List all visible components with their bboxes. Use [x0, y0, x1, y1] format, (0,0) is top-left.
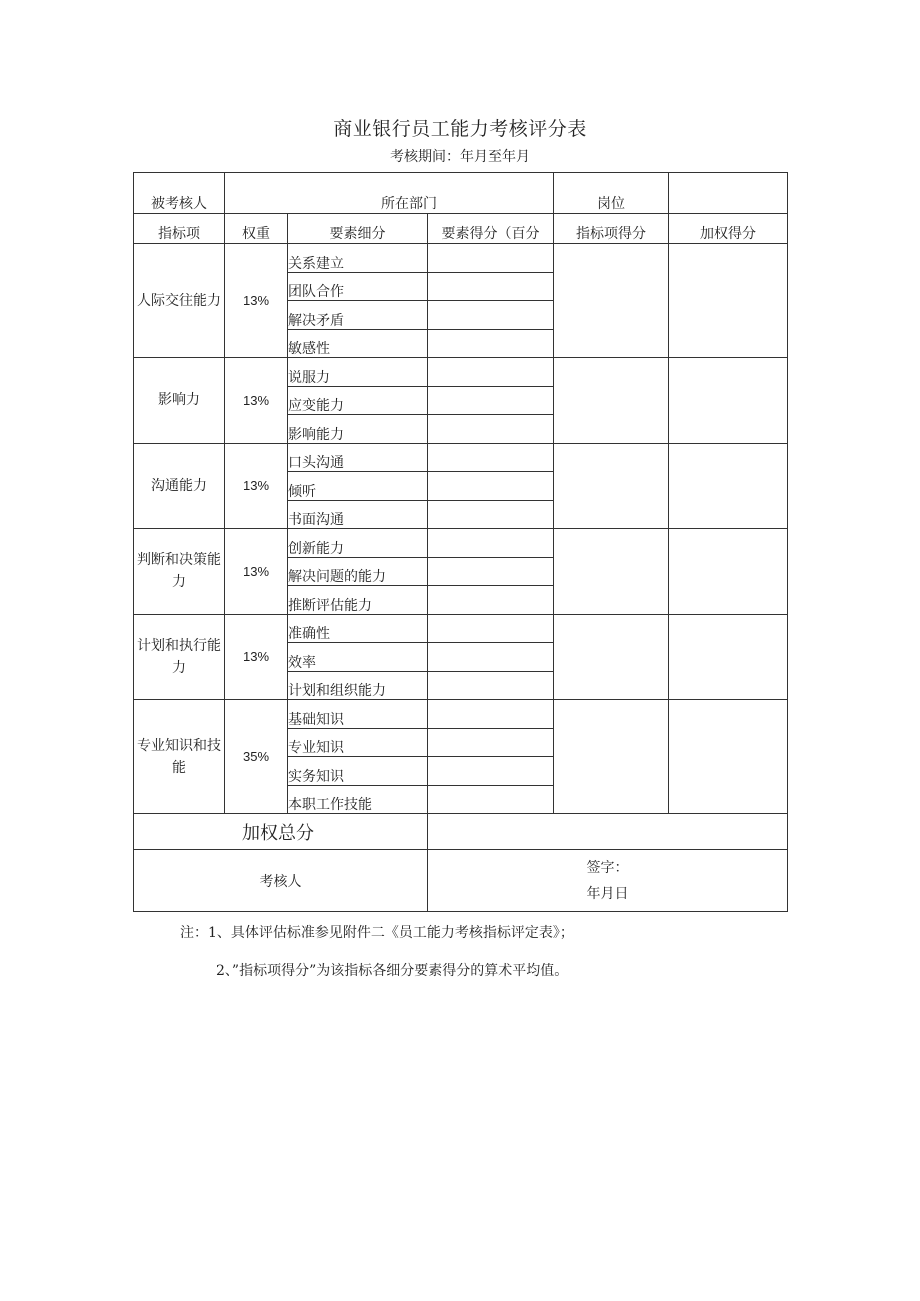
element-name: 效率 — [288, 643, 428, 672]
element-score-cell[interactable] — [428, 500, 554, 529]
table-row — [134, 244, 788, 273]
element-name: 创新能力 — [288, 529, 428, 558]
element-name: 说服力 — [288, 358, 428, 387]
indicator-name: 判断和决策能力 — [134, 529, 225, 615]
indicator-score-cell[interactable] — [554, 358, 669, 444]
table-row — [134, 443, 788, 472]
examinee-department-cell[interactable] — [225, 173, 554, 214]
assessor-row — [134, 850, 788, 912]
col-weight: 权重 — [225, 214, 288, 244]
header-info-row — [134, 173, 788, 214]
indicator-weight: 13% — [225, 614, 288, 700]
element-score-cell[interactable] — [428, 244, 554, 273]
element-name: 团队合作 — [288, 272, 428, 301]
element-name: 书面沟通 — [288, 500, 428, 529]
examinee-label: 被考核人 — [134, 173, 225, 214]
department-label: 所在部门 — [381, 196, 437, 212]
indicator-name: 专业知识和技能 — [134, 700, 225, 814]
table-row — [134, 529, 788, 558]
assessor-label: 考核人 — [134, 850, 428, 912]
signature-cell[interactable] — [428, 850, 788, 912]
element-score-cell[interactable] — [428, 557, 554, 586]
weighted-score-cell[interactable] — [669, 614, 788, 700]
indicator-weight: 13% — [225, 244, 288, 358]
element-name: 准确性 — [288, 614, 428, 643]
element-name: 口头沟通 — [288, 443, 428, 472]
indicator-name: 沟通能力 — [134, 443, 225, 529]
element-name: 关系建立 — [288, 244, 428, 273]
element-score-cell[interactable] — [428, 700, 554, 729]
table-row — [134, 614, 788, 643]
indicator-weight: 13% — [225, 358, 288, 444]
element-name: 解决矛盾 — [288, 301, 428, 330]
element-score-cell[interactable] — [428, 529, 554, 558]
date-label: 年月日 — [586, 885, 629, 902]
indicator-name: 影响力 — [134, 358, 225, 444]
element-score-cell[interactable] — [428, 728, 554, 757]
table-row — [134, 700, 788, 729]
element-name: 应变能力 — [288, 386, 428, 415]
element-score-cell[interactable] — [428, 643, 554, 672]
column-header-row — [134, 214, 788, 244]
element-score-cell[interactable] — [428, 272, 554, 301]
element-name: 倾听 — [288, 472, 428, 501]
col-element-score: 要素得分（百分 — [428, 214, 554, 244]
indicator-weight: 13% — [225, 529, 288, 615]
weighted-score-cell[interactable] — [669, 700, 788, 814]
element-name: 专业知识 — [288, 728, 428, 757]
col-indicator-score: 指标项得分 — [554, 214, 669, 244]
col-indicator: 指标项 — [134, 214, 225, 244]
element-name: 敏感性 — [288, 329, 428, 358]
indicator-weight: 35% — [225, 700, 288, 814]
element-name: 计划和组织能力 — [288, 671, 428, 700]
indicator-score-cell[interactable] — [554, 443, 669, 529]
indicator-weight: 13% — [225, 443, 288, 529]
indicator-score-cell[interactable] — [554, 700, 669, 814]
element-name: 影响能力 — [288, 415, 428, 444]
element-name: 本职工作技能 — [288, 785, 428, 814]
element-score-cell[interactable] — [428, 472, 554, 501]
page-title: 商业银行员工能力考核评分表 — [333, 118, 587, 140]
element-score-cell[interactable] — [428, 757, 554, 786]
col-weighted-score: 加权得分 — [669, 214, 788, 244]
element-name: 解决问题的能力 — [288, 557, 428, 586]
element-name: 实务知识 — [288, 757, 428, 786]
weighted-total-label: 加权总分 — [134, 814, 428, 850]
indicator-score-cell[interactable] — [554, 614, 669, 700]
element-score-cell[interactable] — [428, 785, 554, 814]
total-row — [134, 814, 788, 850]
note-2: 2、”指标项得分”为该指标各细分要素得分的算术平均值。 — [216, 963, 569, 979]
element-score-cell[interactable] — [428, 671, 554, 700]
element-score-cell[interactable] — [428, 329, 554, 358]
indicator-score-cell[interactable] — [554, 529, 669, 615]
col-element: 要素细分 — [288, 214, 428, 244]
indicator-name: 人际交往能力 — [134, 244, 225, 358]
indicator-score-cell[interactable] — [554, 244, 669, 358]
position-label: 岗位 — [554, 173, 669, 214]
weighted-score-cell[interactable] — [669, 443, 788, 529]
element-score-cell[interactable] — [428, 301, 554, 330]
weighted-score-cell[interactable] — [669, 244, 788, 358]
element-score-cell[interactable] — [428, 415, 554, 444]
element-score-cell[interactable] — [428, 614, 554, 643]
assessment-period: 考核期间：年月至年月 — [390, 149, 530, 165]
element-score-cell[interactable] — [428, 358, 554, 387]
element-score-cell[interactable] — [428, 586, 554, 615]
position-value-cell[interactable] — [669, 173, 788, 214]
element-score-cell[interactable] — [428, 386, 554, 415]
note-1: 注：1、具体评估标准参见附件二《员工能力考核指标评定表》； — [180, 925, 574, 941]
weighted-score-cell[interactable] — [669, 358, 788, 444]
signature-label: 签字： — [586, 859, 629, 876]
element-name: 推断评估能力 — [288, 586, 428, 615]
weighted-total-value-cell[interactable] — [428, 814, 788, 850]
table-row — [134, 358, 788, 387]
indicator-name: 计划和执行能力 — [134, 614, 225, 700]
weighted-score-cell[interactable] — [669, 529, 788, 615]
element-name: 基础知识 — [288, 700, 428, 729]
evaluation-table — [133, 172, 788, 912]
element-score-cell[interactable] — [428, 443, 554, 472]
